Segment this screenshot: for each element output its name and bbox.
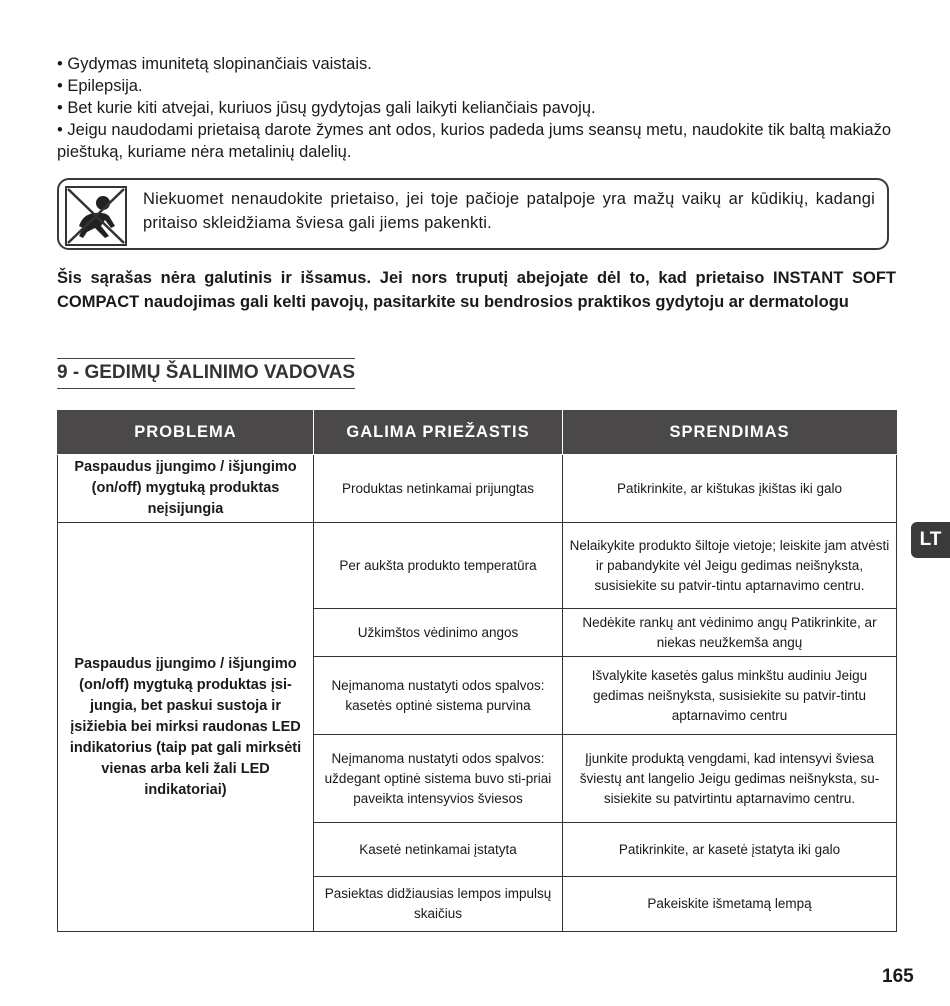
cause-cell: Užkimštos vėdinimo angos [314, 609, 563, 657]
bullet-item: • Jeigu naudodami prietaisą darote žymes ant odos, kurios padeda jums seansų metu, naudokite tik baltą makiažo pieštuką, kuriame nėra metalinių dalelių. [57, 121, 891, 161]
disclaimer-paragraph: Šis sąrašas nėra galutinis ir išsamus. Jei nors truputį abejojate dėl to, kad prietaiso INSTANT SOFT COMPACT naudojimas gali kelti pavojų, pasitarkite su bendrosios praktikos gydytoju ar dermatologu [57, 269, 896, 311]
solution-cell: Įjunkite produktą vengdami, kad intensyvi šviesa šviestų ant langelio Jeigu gedimas neišnyksta, su-sisiekite su patvirtintu aptarnavimo centru. [563, 735, 897, 823]
table-header-row [58, 411, 897, 455]
cause-cell: Produktas netinkamai prijungtas [314, 455, 563, 523]
section-title: 9 - GEDIMŲ ŠALINIMO VADOVAS [57, 358, 355, 389]
column-header-cause: GALIMA PRIEŽASTIS [314, 411, 563, 455]
cause-cell: Kasetė netinkamai įstatyta [314, 823, 563, 877]
column-header-solution: SPRENDIMAS [563, 411, 897, 455]
no-babies-icon [65, 186, 127, 246]
solution-cell: Pakeiskite išmetamą lempą [563, 877, 897, 932]
cause-cell: Neįmanoma nustatyti odos spalvos: uždegant optinė sistema buvo sti-priai paveikta intensyvios šviesos [314, 735, 563, 823]
warning-box [57, 178, 889, 250]
table-row [58, 523, 897, 609]
language-tab: LT [911, 522, 950, 558]
bullet-item: • Epilepsija. [57, 77, 143, 95]
problem-cell: Paspaudus įjungimo / išjungimo (on/off) mygtuką produktas įsi-jungia, bet paskui sustoja ir įsižiebia bei mirksi raudonas LED indikatorius (taip pat gali mirksėti vienas arba keli žali LED indikatoriai) [58, 523, 314, 932]
column-header-problem: PROBLEMA [58, 411, 314, 455]
bullet-item: • Gydymas imunitetą slopinančiais vaistais. [57, 55, 372, 73]
solution-cell: Nedėkite rankų ant vėdinimo angų Patikrinkite, ar niekas neužkemša angų [563, 609, 897, 657]
solution-cell: Nelaikykite produkto šiltoje vietoje; leiskite jam atvėsti ir pabandykite vėl Jeigu gedimas neišnyksta, susisiekite su patvir-tintu aptarnavimo centru. [563, 523, 897, 609]
solution-cell: Patikrinkite, ar kasetė įstatyta iki galo [563, 823, 897, 877]
problem-cell: Paspaudus įjungimo / išjungimo (on/off) mygtuką produktas neįsijungia [58, 455, 314, 523]
solution-cell: Patikrinkite, ar kištukas įkištas iki galo [563, 455, 897, 523]
bullet-item: • Bet kurie kiti atvejai, kuriuos jūsų gydytojas gali laikyti keliančiais pavojų. [57, 99, 596, 117]
cause-cell: Per aukšta produkto temperatūra [314, 523, 563, 609]
solution-cell: Išvalykite kasetės galus minkštu audiniu Jeigu gedimas neišnyksta, susisiekite su patvir-tintu aptarnavimo centru [563, 657, 897, 735]
troubleshooting-table [57, 410, 897, 932]
cause-cell: Neįmanoma nustatyti odos spalvos: kasetės optinė sistema purvina [314, 657, 563, 735]
table-row [58, 455, 897, 523]
cause-cell: Pasiektas didžiausias lempos impulsų skaičius [314, 877, 563, 932]
bullet-list [57, 53, 897, 163]
warning-text: Niekuomet nenaudokite prietaiso, jei toje pačioje patalpoje yra mažų vaikų ar kūdikių, kadangi pritaiso skleidžiama šviesa gali jiems pakenkti. [143, 190, 875, 232]
page-number: 165 [882, 966, 914, 987]
